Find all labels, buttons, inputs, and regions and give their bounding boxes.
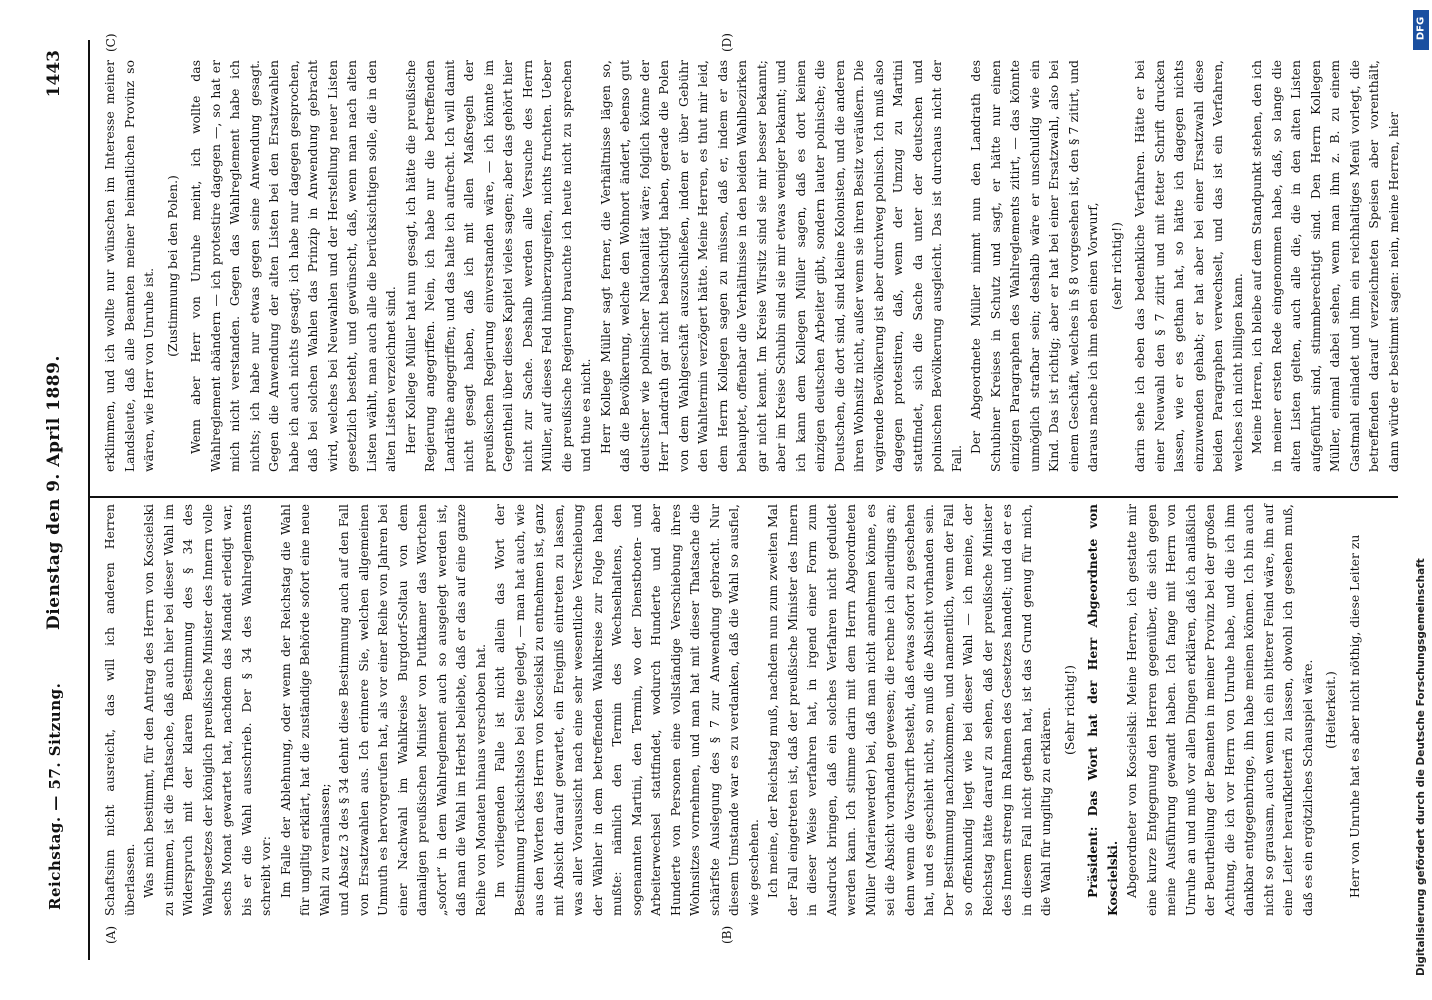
marker-b: (B): [720, 925, 734, 944]
speaker-paragraph: Präsident: Das Wort hat der Herr Abgeordnete von Koscielski.: [1085, 504, 1120, 916]
paragraph: Was mich bestimmt, für den Antrag des Herrn von Koscielski zu stimmen, ist die Thatsache, daß auch hier bei dieser Wahl im Widerspruch mit der klaren Bestimmung des § 34 des Wahlgesetzes der königlich preußische Minister des Innern volle sechs Monat gewartet hat, nachdem das Mandat erledigt war, bis er die Wahl ausschrieb. Der § 34 des Wahlreglements schreibt vor:: [141, 504, 273, 916]
header-session: Reichstag. — 57. Sitzung.: [46, 682, 64, 910]
digitization-note-text: Digitalisierung gefördert durch die Deutsche Forschungsgemeinschaft: [1415, 558, 1427, 976]
page-header: [40, 40, 80, 960]
speaker-paragraph: Abgeordneter von Koscielski: Meine Herren, ich gestatte mir eine kurze Entgegnung den Herren gegenüber, die sich gegen meine Ausführung gewandt haben. Ich fange mit Herrn von Unruhe an und muß vor allen Dingen erklären, daß ich anläßlich der Beurtheilung der Beamten in meiner Provinz bei der großen Achtung, die ich vor Herrn von Unruhe habe, und die ich ihm dankbar entgegenbringe, ihn habe meinen können. Ich bin auch nicht so grausam, auch wenn ich ein bitterer Feind wäre, ihn auf eine Leiter heraufkletterñ zu lassen, obwohl ich gesehen muß, daß es ein ergötzliches Schauspiel wäre.: [1124, 504, 1315, 916]
paragraph: Ich meine, der Reichstag muß, nachdem nun zum zweiten Mal der Fall eingetreten ist, daß der preußische Minister des Innern in dieser Weise verfahren hat, in irgend einer Form zum Ausdruck bringen, daß ein solches Verfahren nicht geduldet werden kann. Ich stimme darin mit dem Herrn Abgeordneten Müller (Marienwerder) bei, daß man nicht annehmen könne, es sei die Absicht vorhanden gewesen; die rechne ich allerdings an; denn wenn die Vorschrift besteht, daß etwas sofort zu geschehen hat, und es geschieht nicht, so muß die Absicht vorhanden sein. Der Bestimmung nachzukommen, und namentlich, wenn der Fall so offenkundig liegt wie bei dieser Wahl — ich meine, der Reichstag hätte darauf zu sehen, daß der preußische Minister des Innern streng im Rahmen des Gesetzes handelt; und da er es in diesem Fall nicht gethan hat, ist das Grund genug für mich, die Wahl für ungiltig zu erklären.: [765, 504, 1053, 916]
left-column: [100, 504, 1364, 916]
marker-c: (C): [104, 33, 118, 52]
paragraph: Schaftsinn nicht ausreicht, das will ich anderen Herren überlassen.: [102, 504, 137, 916]
paragraph: Im vorliegenden Falle ist nicht allein das Wort der Bestimmung rücksichtslos bei Seite gelegt, — man hat auch, wie aus den Worten des Herrn von Koscielski zu entnehmen ist, ganz mit Absicht darauf gewartet, ein Ereigniß eintreten zu lassen, was aller Voraussicht nach eine sehr wesentliche Verschiebung der Wähler in dem betreffenden Wahlkreise zur Folge haben mußte: nämlich den Termin des Wechselhaltens, den sogenannten Martini, den Termin, wo der Dienstboten- und Arbeiterwechsel stattfindet, wodurch Hunderte und aber Hunderte von Personen eine vollständige Verschiebung ihres Wohnsitzes vornehmen, und man hat mit dieser Thatsache die schärfste Auslegung des § 7 zur Anwendung gebracht. Nur diesem Umstande war es zu verdanken, daß die Wahl so ausfiel, wie geschehen.: [492, 504, 761, 916]
paragraph: Meine Herren, ich bleibe auf dem Standpunkt stehen, den ich in meiner ersten Rede eingenommen habe, daß, so lange die alten Listen gelten, auch alle die, die in den alten Listen aufgeführt sind, stimmberechtigt sind. Den Herrn Kollegen Müller, einmal dabei sehen, wenn man ihm z. B. zu einem Gastmahl einladet und ihm ein reichhaltiges Menü vorlegt, die betreffenden darauf verzeichneten Speisen aber vorenthält, dann würde er bestimmt sagen: nein, meine Herren, hier: [1249, 60, 1401, 472]
marker-d: (D): [720, 33, 734, 52]
dfg-logo: [1413, 10, 1429, 50]
header-date: Dienstag den 9. April 1889.: [44, 355, 64, 630]
paragraph: darin sehe ich eben das bedenkliche Verfahren. Hätte er bei einer Neuwahl den § 7 zitirt und mit fetter Schrift drucken lassen, wie er es gethan hat, so hätte ich dagegen nichts einzuwenden gehabt; er hat aber bei einer Ersatzwahl diese beiden Paragraphen verwechselt, und das ist ein Verfahren, welches ich nicht billigen kann.: [1132, 60, 1245, 472]
interjection: (Zustimmung bei den Polen.): [164, 175, 180, 357]
dfg-logo-text: DFG: [1415, 16, 1427, 41]
marker-a: (A): [104, 925, 118, 944]
paragraph: erklimmen, und ich wollte nur wünschen im Interesse meiner Landsleute, daß alle Beamten meiner heimatlichen Provinz so wären, wie Herr von Unruhe ist.: [102, 60, 156, 472]
paragraph: Herr Kollege Müller hat nun gesagt, ich hätte die preußische Regierung angegriffen. Nein, ich habe nur die betreffenden Landräthe angegriffen; und das halte ich aufrecht. Ich will damit nicht gesagt haben, daß ich mit allen Maßregeln der preußischen Regierung einverstanden wäre, — ich könnte im Gegentheil über dieses Kapitel vieles sagen; aber das gehört hier nicht zur Sache. Deshalb werden alle Versuche des Herrn Müller, auf dieses Feld hinüberzugreifen, nichts fruchten. Ueber die preußische Regierung brauchte ich heute nicht zu sprechen und thue es nicht.: [402, 60, 593, 472]
paragraph: Der Abgeordnete Müller nimmt nun den Landrath des Schubiner Kreises in Schutz und sagt, er hätte nur einen einzigen Paragraphen des Wahlreglements zitirt, — das könnte unmöglich strafbar sein; deshalb wäre er unschuldig wie ein Kind. Das ist richtig; aber er hat bei einer Ersatzwahl, also bei einem Geschäft, welches in § 8 vorgesehen ist, den § 7 zitirt, und daraus mache ich ihm eben einen Vorwurf,: [968, 60, 1100, 472]
interjection: (Heiterkeit.): [1323, 671, 1338, 749]
interjection: (sehr richtig!): [1108, 222, 1124, 310]
column-divider: [88, 496, 1398, 498]
digitization-note: [1411, 280, 1425, 980]
interjection: (Sehr richtig!): [1061, 665, 1077, 755]
paragraph: Herr von Unruhe hat es aber nicht nöthig, diese Leiter zu: [1346, 534, 1362, 898]
paragraph: und Absatz 3 des § 34 dehnt diese Bestimmung auch auf den Fall von Ersatzwahlen aus. Ich erinnere Sie, welchen allgemeinen Unmuth es hervorgerufen hat, als vor einer Reihe von Jahren bei einer Nachwahl im Wahlkreise Burgdorf-Soltau von dem damaligen preußischen Minister von Puttkamer das Wörtchen „sofort“ in dem Wahlreglement auch so ausgelegt werden ist, daß man die Wahl im Herbst beliebte, daß er das auf eine ganze Reihe von Monaten hinaus verschoben hat.: [336, 504, 488, 916]
right-column: [100, 60, 1403, 472]
paragraph: Herr Kollege Müller sagt ferner, die Verhältnisse lägen so, daß die Bevölkerung, welche den Wohnort ändert, ebenso gut deutscher wie polnischer Nationalität wäre; folglich könne der Herr Landrath gar nicht beabsichtigt haben, gerade die Polen von dem Wahlgeschäft auszuschließen, indem er über Gebühr den Wahltermin verzögert hätte. Meine Herren, es thut mir leid, dem Herrn Kollegen sagen zu müssen, daß er, indem er das behauptet, offenbar die Verhältnisse in den beiden Wahlbezirken gar nicht kennt. Im Kreise Wirsitz sind sie mir besser bekannt; aber im Kreise Schubin sind sie mir etwas weniger bekannt; und ich kann dem Kollegen Müller sagen, daß es dort keinen einzigen deutschen Arbeiter gibt, sondern lauter polnische; die Deutschen, die dort sind, sind kleine Kolonisten, und die anderen ihren Wohnsitz nicht, außer wenn sie ihren Besitz veräußern. Die vagirende Bevölkerung ist aber durchweg polnisch. Ich muß also dagegen protestiren, daß, wenn der Umzug zu Martini stattfindet, sich die Sache da unter der deutschen und polnischen Bevölkerung ausgleicht. Das ist durchaus nicht der Fall.: [597, 60, 964, 472]
header-rule: [88, 40, 90, 960]
page-number: 1443: [44, 50, 64, 98]
paragraph: Wenn aber Herr von Unruhe meint, ich wollte das Wahlreglement abändern — ich protestire dagegen —, so hat er mich nicht verstanden. Gegen das Wahlreglement habe ich nichts; ich habe nur etwas gegen seine Anwendung gesagt. Gegen die Anwendung der alten Listen bei den Ersatzwahlen habe ich auch nichts gesagt; ich habe nur dagegen gesprochen, daß bei solchen Wahlen das Prinzip in Anwendung gebracht wird, welches bei Neuwahlen und der Herstellung neuer Listen gesetzlich besteht, und gewünscht, daß, wenn man nach alten Listen wählt, man auch alle die berücksichtigen solle, die in den alten Listen verzeichnet sind.: [188, 60, 398, 472]
quote-paragraph: Im Falle der Ablehnung, oder wenn der Reichstag die Wahl für ungiltig erklärt, hat die zuständige Behörde sofort eine neue Wahl zu veranlassen;: [277, 504, 332, 916]
